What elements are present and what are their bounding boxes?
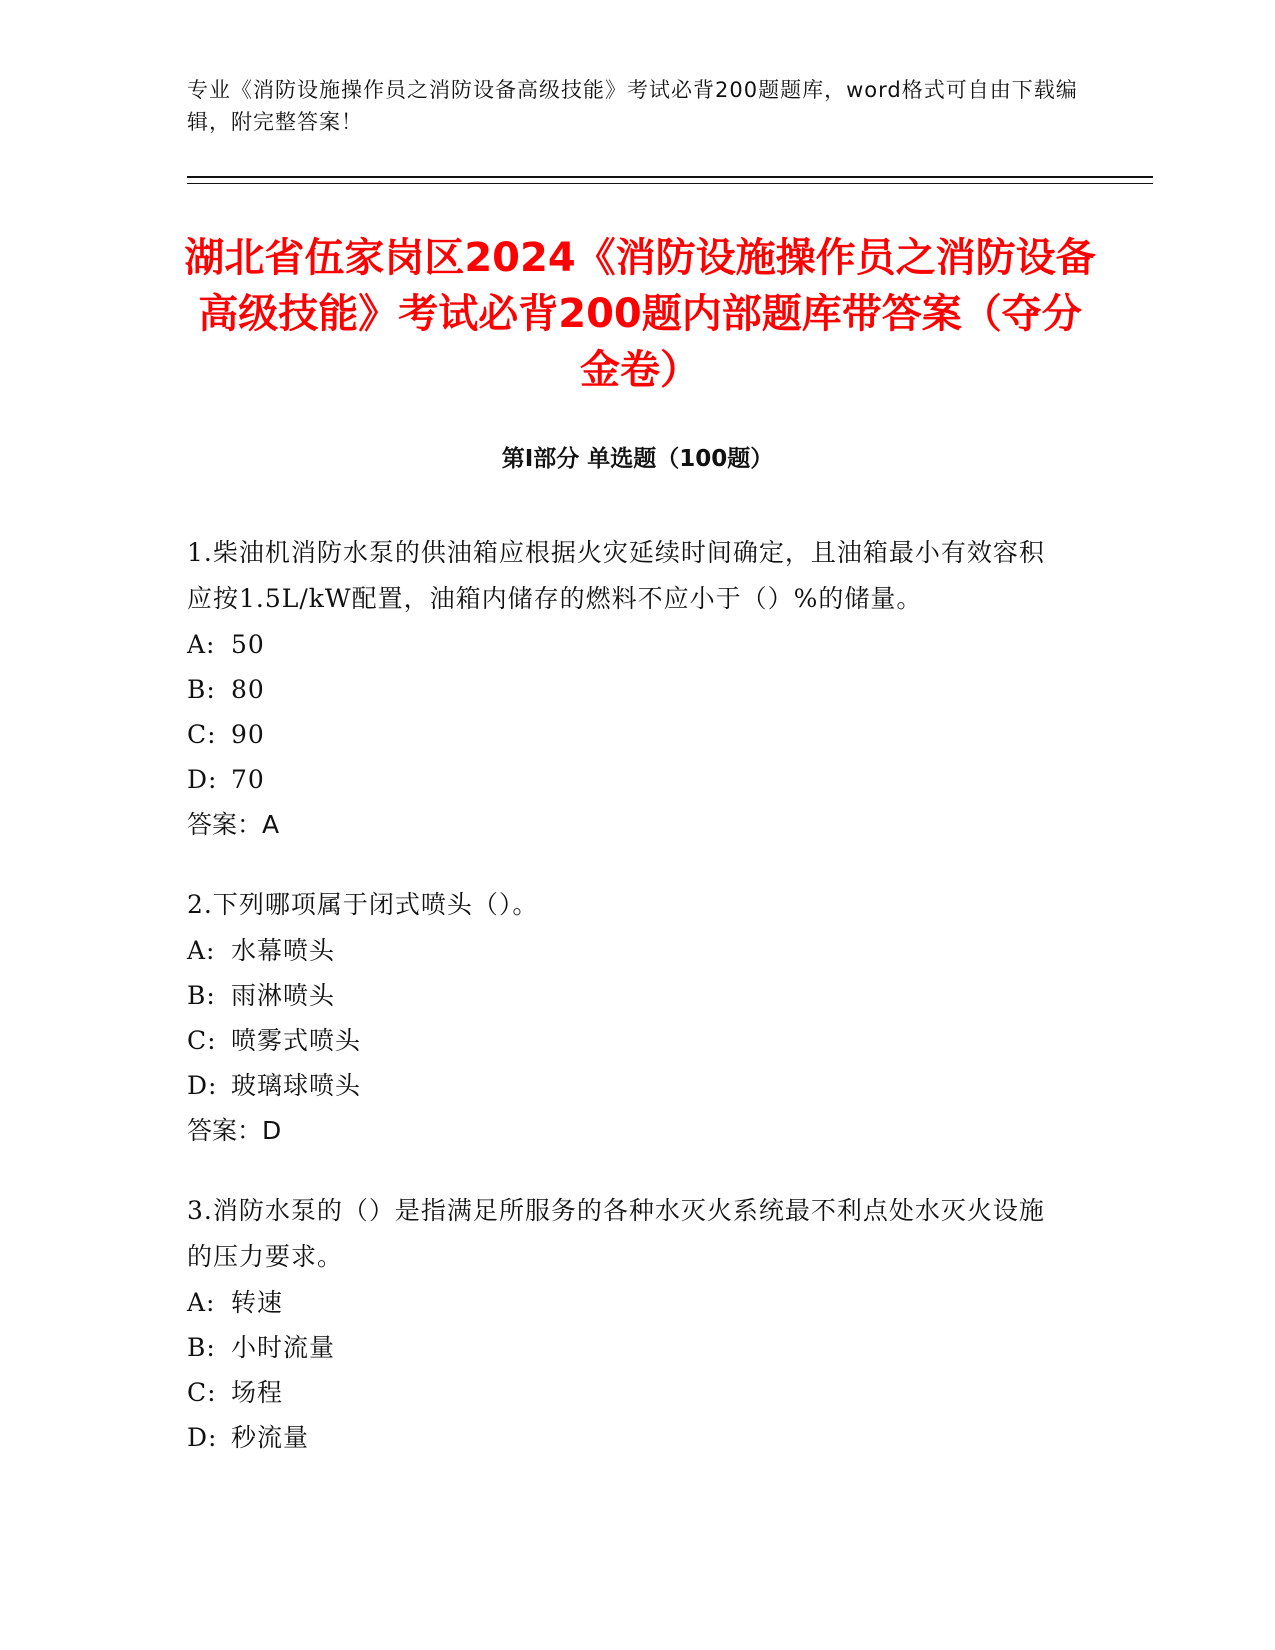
option-text: 玻璃球喷头	[231, 1071, 362, 1100]
option-text: 喷雾式喷头	[231, 1026, 362, 1055]
question-3	[187, 1188, 1067, 1460]
section-heading: 第I部分 单选题（100题）	[501, 446, 774, 472]
option-text: 50	[231, 630, 265, 659]
option-d	[187, 1415, 1067, 1460]
option-c	[187, 712, 1067, 757]
option-text: 秒流量	[231, 1423, 310, 1452]
option-text: 70	[231, 765, 265, 794]
option-text: 转速	[231, 1288, 284, 1317]
option-text: 90	[231, 720, 265, 749]
option-key: C:	[187, 1378, 217, 1407]
option-key: A:	[187, 936, 216, 965]
option-text: 80	[231, 675, 265, 704]
answer-line: 答案：A	[187, 810, 280, 839]
question-stem: 2.下列哪项属于闭式喷头（）。	[187, 890, 539, 919]
document-title: 湖北省伍家岗区2024《消防设施操作员之消防设备高级技能》考试必背200题内部题库带答案（夺分金卷）	[184, 235, 1096, 393]
option-text: 雨淋喷头	[231, 981, 336, 1010]
option-d	[187, 1063, 1067, 1108]
question-stem: 3.消防水泵的（）是指满足所服务的各种水灭火系统最不利点处水灭火设施的压力要求。	[187, 1196, 1045, 1271]
question-stem: 1.柴油机消防水泵的供油箱应根据火灾延续时间确定，且油箱最小有效容积应按1.5L/kW配置，油箱内储存的燃料不应小于（）%的储量。	[187, 538, 1045, 613]
option-key: D:	[187, 765, 218, 794]
option-key: B:	[187, 981, 216, 1010]
question-list	[187, 530, 1067, 1494]
answer-line: 答案：D	[187, 1116, 282, 1145]
intro-text: 专业《消防设施操作员之消防设备高级技能》考试必背200题题库，word格式可自由下载编辑，附完整答案！	[187, 78, 1078, 134]
option-text: 场程	[231, 1378, 284, 1407]
question-2	[187, 882, 1067, 1154]
option-key: B:	[187, 1333, 216, 1362]
option-key: B:	[187, 675, 216, 704]
option-key: D:	[187, 1071, 218, 1100]
option-c	[187, 1370, 1067, 1415]
option-b	[187, 973, 1067, 1018]
option-c	[187, 1018, 1067, 1063]
option-b	[187, 1325, 1067, 1370]
option-text: 水幕喷头	[231, 936, 336, 965]
question-1	[187, 530, 1067, 848]
option-text: 小时流量	[231, 1333, 336, 1362]
option-key: A:	[187, 630, 216, 659]
option-key: C:	[187, 1026, 217, 1055]
option-key: A:	[187, 1288, 216, 1317]
header-divider-thin	[187, 183, 1153, 184]
option-b	[187, 667, 1067, 712]
option-a	[187, 622, 1067, 667]
option-d	[187, 757, 1067, 802]
option-key: D:	[187, 1423, 218, 1452]
header-divider-thick	[187, 176, 1153, 178]
option-a	[187, 1280, 1067, 1325]
option-a	[187, 928, 1067, 973]
option-key: C:	[187, 720, 217, 749]
